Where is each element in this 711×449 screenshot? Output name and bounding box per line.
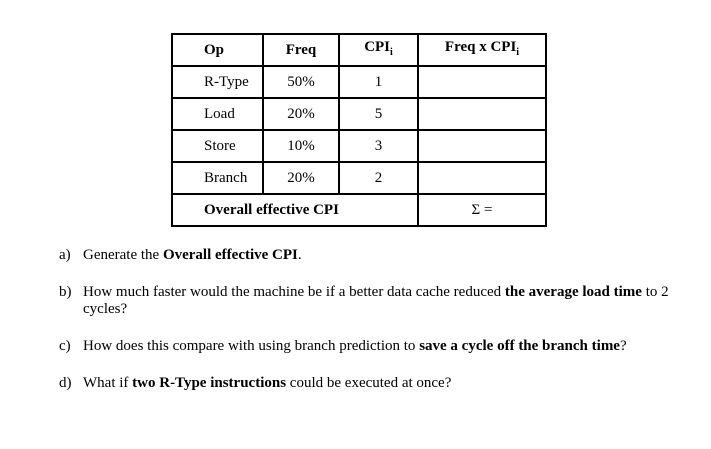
product-cell: [418, 162, 546, 194]
header-cpi-text: CPI: [364, 39, 391, 55]
header-freq: Freq: [263, 34, 339, 66]
overall-cpi-label: Overall effective CPI: [172, 194, 418, 226]
cpi-cell: 1: [339, 66, 418, 98]
question-text: What if: [83, 375, 133, 391]
cpi-cell: 3: [339, 130, 418, 162]
question-a: [59, 247, 691, 264]
header-cpi-subscript: i: [390, 47, 393, 58]
table-row: [172, 98, 546, 130]
question-emphasis: two R-Type instructions: [132, 375, 287, 391]
op-cell: Store: [172, 130, 263, 162]
freq-cell: 20%: [263, 98, 339, 130]
question-marker: b): [59, 284, 72, 300]
table-row: [172, 130, 546, 162]
header-freq-x-cpi: [418, 34, 546, 66]
table-total-row: [172, 194, 546, 226]
question-text: to 2 cycles?: [83, 284, 669, 317]
question-text: ?: [619, 338, 627, 354]
question-text: Generate the: [83, 247, 163, 263]
op-cell: Load: [172, 98, 263, 130]
cpi-cell: 2: [339, 162, 418, 194]
header-freq-x-cpi-subscript: i: [516, 47, 520, 58]
product-cell: [418, 66, 546, 98]
question-text: How does this compare with using branch prediction to: [83, 338, 420, 354]
header-op: Op: [172, 34, 263, 66]
question-text: How much faster would the machine be if a better data cache reduced: [83, 284, 505, 300]
freq-cell: 20%: [263, 162, 339, 194]
question-emphasis: Overall effective CPI: [162, 247, 298, 263]
header-freq-x-cpi-text: Freq x CPI: [444, 39, 517, 55]
question-c: [59, 338, 691, 355]
question-text: could be executed at once?: [286, 375, 452, 391]
op-cell: R-Type: [172, 66, 263, 98]
sum-cell: Σ =: [418, 194, 546, 226]
cpi-table: [171, 33, 547, 227]
question-emphasis: the average load time: [504, 284, 642, 300]
product-cell: [418, 98, 546, 130]
question-text: .: [297, 247, 302, 263]
question-emphasis: save a cycle off the branch time: [419, 338, 620, 354]
op-cell: Branch: [172, 162, 263, 194]
freq-cell: 50%: [263, 66, 339, 98]
question-marker: d): [59, 375, 72, 391]
cpi-cell: 5: [339, 98, 418, 130]
freq-cell: 10%: [263, 130, 339, 162]
table-row: [172, 66, 546, 98]
header-cpi: [339, 34, 418, 66]
product-cell: [418, 130, 546, 162]
question-marker: c): [59, 338, 71, 354]
table-header-row: [172, 34, 546, 66]
table-row: [172, 162, 546, 194]
question-d: [59, 375, 691, 392]
question-marker: a): [59, 247, 71, 263]
question-list: [59, 247, 691, 392]
question-b: [59, 284, 691, 318]
